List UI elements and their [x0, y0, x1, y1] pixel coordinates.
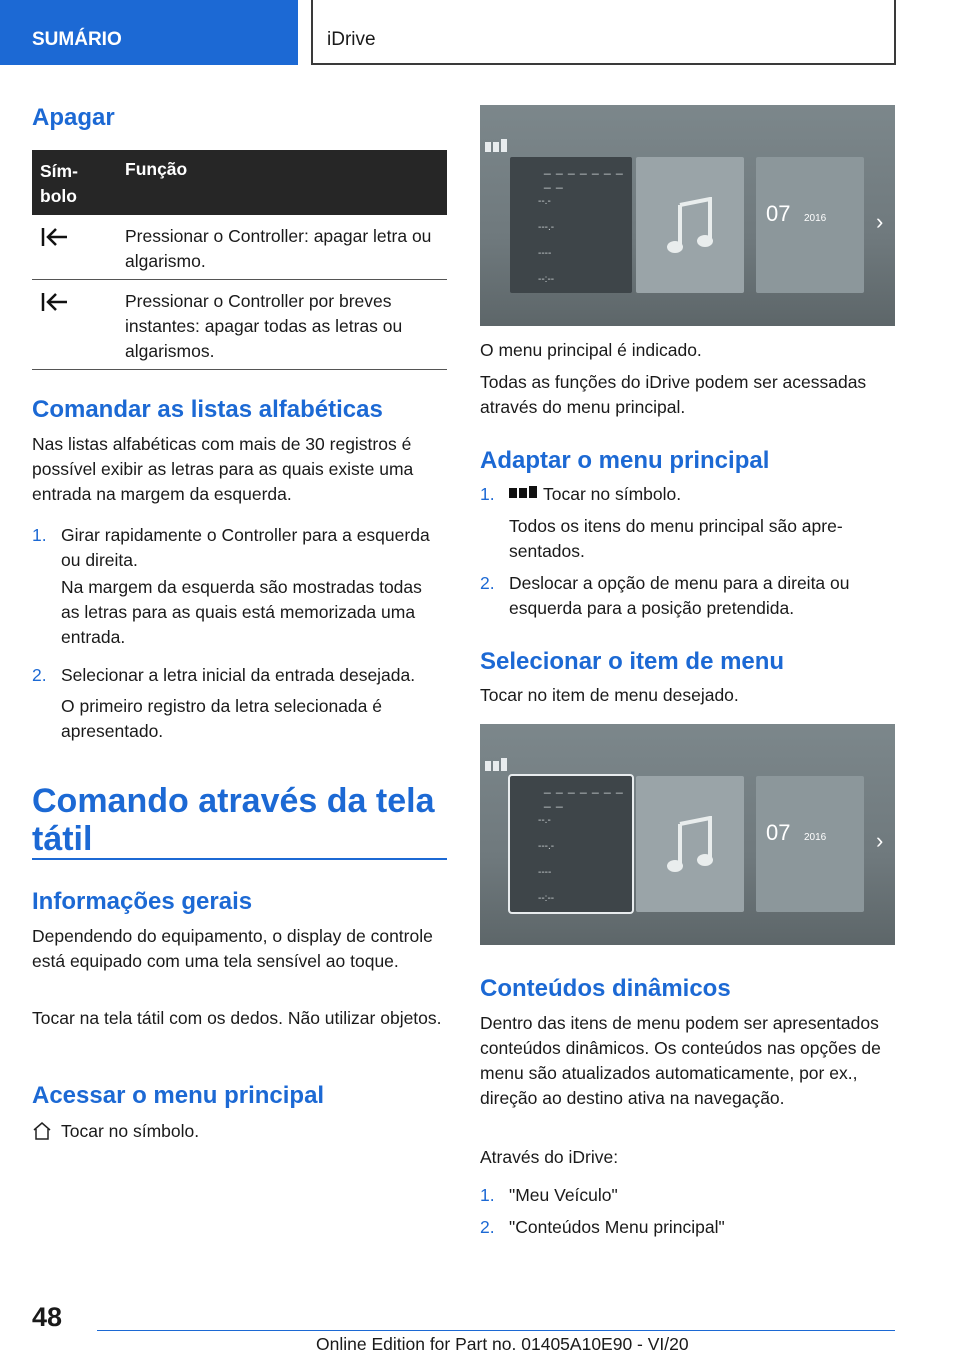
- delete-back-icon: [40, 225, 70, 249]
- date-panel: [756, 776, 864, 912]
- list-number: 2.: [480, 573, 495, 593]
- date-year: 2016: [804, 213, 827, 224]
- date-panel: [756, 157, 864, 293]
- summary-tab[interactable]: SUMÁRIO: [0, 0, 298, 65]
- list-text: "Conteúdos Menu principal": [509, 1217, 725, 1237]
- delete-back-icon: [40, 290, 70, 314]
- list-number: 1.: [480, 484, 495, 504]
- music-note-icon: [666, 816, 716, 876]
- section-title-adaptar: Adaptar o menu principal: [480, 447, 770, 474]
- list-text: "Meu Veículo": [509, 1185, 618, 1205]
- list-subtext: O primeiro registro da letra selecionada é apresentado.: [61, 696, 382, 741]
- table-row: [32, 280, 447, 370]
- list-item: [480, 482, 895, 562]
- title-divider: [32, 858, 447, 860]
- list-text: Tocar no símbolo.: [543, 484, 682, 504]
- home-icon: [32, 1120, 52, 1142]
- value-row: --:--: [538, 893, 555, 904]
- value-row: --:--: [538, 274, 555, 285]
- section-title-conteudos: Conteúdos dinâmicos: [480, 975, 731, 1002]
- menu-grid-icon: [509, 486, 537, 500]
- vehicle-panel: [510, 776, 632, 912]
- header-symbol: [40, 159, 78, 209]
- list-number: 2.: [480, 1217, 495, 1237]
- section-title-info: Informações gerais: [32, 888, 253, 915]
- section-title-acessar: Acessar o menu principal: [32, 1082, 325, 1109]
- page-header: [0, 0, 960, 66]
- section-title-selecionar: Selecionar o item de menu: [480, 648, 785, 675]
- symbol-table: [32, 150, 447, 370]
- section-tab: iDrive: [311, 0, 896, 65]
- info-text-2: Tocar na tela tátil com os dedos. Não utilizar objetos.: [32, 1008, 442, 1028]
- menu-grid-icon: [485, 758, 507, 774]
- list-item: [480, 1215, 895, 1241]
- list-text: Girar rapidamente o Controller para a esquerda ou direita.: [61, 525, 430, 570]
- table-row: [32, 215, 447, 280]
- acessar-text: Tocar no símbolo.: [61, 1121, 200, 1141]
- date-day: 07: [766, 201, 791, 226]
- date-year: 2016: [804, 832, 827, 843]
- list-text: Selecionar a letra inicial da entrada desejada.: [61, 665, 416, 685]
- vehicle-values: [538, 189, 554, 293]
- header-function: Função: [125, 159, 188, 179]
- list-item: [32, 663, 447, 743]
- vehicle-values: [538, 808, 554, 912]
- table-cell-text: Pressionar o Controller: apagar letra ou algarismo.: [125, 226, 432, 271]
- header-symbol-text: Sím- bolo: [40, 161, 78, 206]
- page-number: 48: [32, 1302, 63, 1332]
- list-number: 1.: [32, 525, 47, 545]
- list-item: [32, 523, 447, 653]
- list-number: 1.: [480, 1185, 495, 1205]
- chevron-right-icon: ›: [876, 828, 884, 853]
- value-row: ----: [538, 248, 552, 259]
- panel-dashes: _ _ _ _ _ _ _ _ _: [544, 161, 624, 189]
- value-row: ---.-: [538, 222, 555, 233]
- value-row: --.-: [538, 815, 551, 826]
- info-text-1: Dependendo do equipamento, o display de controle está equipado com uma tela sensível ao toque.: [32, 926, 433, 971]
- idrive-screen-image: [480, 724, 895, 945]
- list-text: Deslocar a opção de menu para a direita ou esquerda para a posição pretendida.: [509, 573, 850, 618]
- list-item: [480, 1183, 895, 1209]
- date-day: 07: [766, 820, 791, 845]
- footer-edition: Online Edition for Part no. 01405A10E90 - VI/20: [316, 1334, 689, 1354]
- conteudos-text-1: Dentro das itens de menu podem ser apresentados conteúdos dinâmicos. Os conteúdos nas opções de menu são atualizados automaticamente, por ex., direção ao destino ativa na navegação.: [480, 1013, 881, 1108]
- menu-text-2: Todas as funções do iDrive podem ser acessadas através do menu principal.: [480, 372, 867, 417]
- table-cell-text: Pressionar o Controller por breves instantes: apagar todas as letras ou algarismos.: [125, 291, 403, 361]
- footer-divider: [97, 1330, 895, 1331]
- value-row: ---.-: [538, 841, 555, 852]
- value-row: ----: [538, 867, 552, 878]
- menu-grid-icon: [485, 139, 507, 155]
- list-subtext: Na margem da esquerda são mostradas todas as letras para as quais está memorizada uma entrada.: [61, 577, 422, 647]
- alfa-text: Nas listas alfabéticas com mais de 30 registros é possível exibir as letras para as quais existe uma entrada na margem da esquerda.: [32, 434, 414, 504]
- conteudos-text-2: Através do iDrive:: [480, 1147, 619, 1167]
- music-note-icon: [666, 197, 716, 257]
- media-panel: [636, 776, 744, 912]
- table-header: [32, 150, 447, 215]
- vehicle-panel: [510, 157, 632, 293]
- section-title-alfa: Comandar as listas alfabéticas: [32, 396, 383, 423]
- selecionar-text: Tocar no item de menu desejado.: [480, 685, 739, 705]
- media-panel: [636, 157, 744, 293]
- chevron-right-icon: ›: [876, 209, 884, 234]
- idrive-screen-image: [480, 105, 895, 326]
- list-item: [480, 571, 895, 623]
- value-row: --.-: [538, 196, 551, 207]
- section-title-apagar: Apagar: [32, 104, 115, 131]
- chapter-title: Comando através da tela tátil: [32, 782, 435, 858]
- list-number: 2.: [32, 665, 47, 685]
- list-subtext: Todos os itens do menu principal são apresentados.: [509, 516, 843, 561]
- panel-dashes: _ _ _ _ _ _ _ _ _: [544, 780, 624, 808]
- menu-text-1: O menu principal é indicado.: [480, 340, 702, 360]
